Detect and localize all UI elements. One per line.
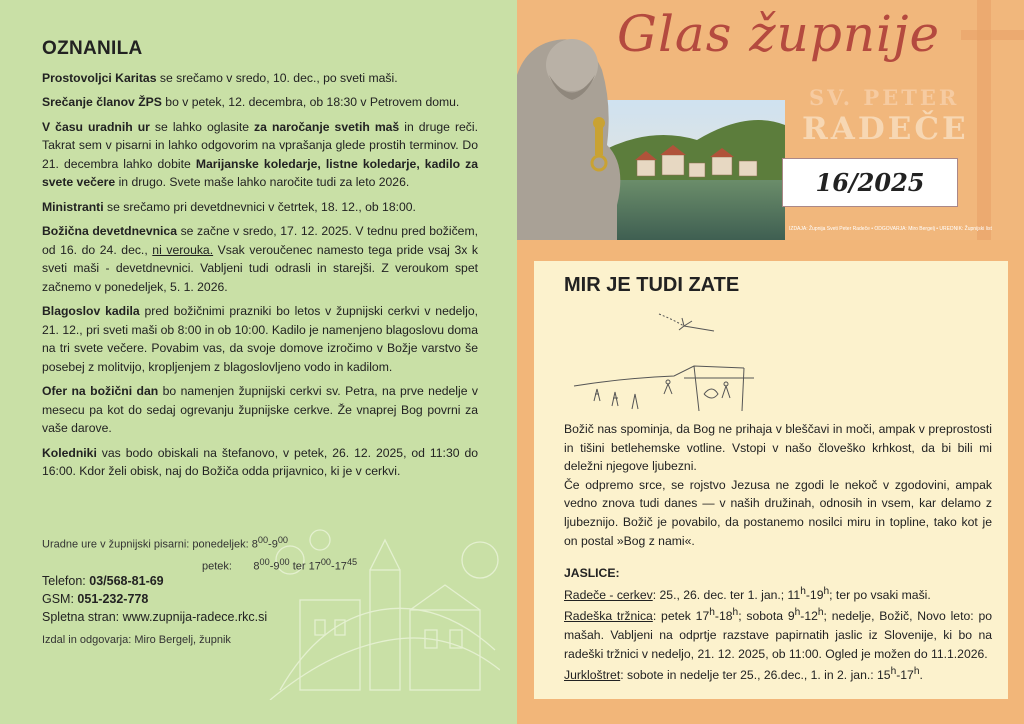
church-illustration xyxy=(260,500,500,700)
issuer-line: Izdal in odgovarja: Miro Bergelj, župnik xyxy=(42,634,231,646)
crib-market: Radeška tržnica: petek 17$^h$-18$^h$; sobota 9$^h$-12$^h$; nedelje, Božič, Novo leto: po mašah. Vabljeni na odprtje razstave papirnatih jaslic iz Slovenije, ki bo na radeški tržnici v nedeljo, 21. 12. 2025, ob 11:00. Ogled je možen do 11.1.2026. xyxy=(564,607,992,661)
masthead-title: Glas župnije xyxy=(617,5,941,63)
issue-number: 16/2025 xyxy=(815,168,925,197)
announcement-karitas: Prostovoljci Karitas se srečamo v sredo, 10. dec., po sveti maši. xyxy=(42,70,398,85)
phone-number[interactable]: 03/568-81-69 xyxy=(89,574,164,588)
article-paragraph-1: Božič nas spominja, da Bog ne prihaja v bleščavi in moči, ampak v preprostosti in tišini betlehemske votline. Vstopi v našo človeško krhkost, da bi bili mi deležni njegove ljubezni. xyxy=(564,422,992,474)
nativity-sketch xyxy=(564,306,754,421)
announcement-novena: Božična devetdnevnica se začne v sredo, 17. 12. 2025. V tednu pred božičem, od 16. do 24. dec., ni verouka. Vsak veroučenec namesto tega pride vsaj 3x k sveti maši - devetdnevnici. Vabljeni tudi odrasli in starejši. Z veroukom spet začnemo v ponedeljek, 5. 1. 2026. xyxy=(42,224,478,294)
article-title: MIR JE TUDI ZATE xyxy=(564,274,740,296)
announcement-zps: Srečanje članov ŽPS bo v petek, 12. decembra, ob 18:30 v Petrovem domu. xyxy=(42,95,460,109)
issue-number-box xyxy=(782,158,958,207)
masthead-credits: IZDAJA: Župnija Sveti Peter Radeče • ODGOVARJA: Miro Bergelj • UREDNIK: Župnijski list xyxy=(789,226,992,232)
crib-church: Radeče - cerkev: 25., 26. dec. ter 1. jan.; 11$^h$-19$^h$; ter po vsaki maši. xyxy=(564,585,931,602)
masthead xyxy=(517,0,1024,240)
contact-info xyxy=(42,572,267,626)
gsm-row: GSM: 051-232-778 xyxy=(42,592,149,606)
announcement-incense-blessing: Blagoslov kadila pred božičnimi prazniki bo letos v župnijski cerkvi v nedeljo, 21. 12., pri sveti maši ob 8:00 in ob 10:00. Kadilo je namenjeno blagoslovu doma na tri svete večere. Povabim vas, da svoje domove izročimo v Božje varstvo še posebej z molitvijo, kropljenjem z blagoslovljeno vodo in kadilom. xyxy=(42,304,478,374)
announcements-heading: OZNANILA xyxy=(42,38,143,59)
article-card xyxy=(534,261,1008,699)
phone-row: Telefon: 03/568-81-69 xyxy=(42,574,164,588)
crib-jurklostret: Jurkloštret: sobote in nedelje ter 25., 26.dec., 1. in 2. jan.: 15$^h$-17$^h$. xyxy=(564,666,923,683)
announcement-office-hours: V času uradnih ur se lahko oglasite za naročanje svetih maš in druge reči. Takrat sem v pisarni in lahko odgovorim na vprašanja glede prostih terminov. Do 21. decembra lahko dobite Marijanske koledarje, listne koledarje, kadilo za svete večere in drugo. Svete maše lahko naročite tudi za leto 2026. xyxy=(42,119,478,189)
parish-town: RADEČE xyxy=(802,111,969,147)
announcement-offering: Ofer na božični dan bo namenjen župnijski cerkvi sv. Petra, na prve nedelje v mesecu pa kot do sedaj ogrevanju župnijske cerkve. Že vnaprej Bog povrni za vaše darove. xyxy=(42,384,478,435)
announcement-altar-servers: Ministranti se srečamo pri devetdnevnici v četrtek, 18. 12., ob 18:00. xyxy=(42,199,416,214)
parish-name: SV. PETER xyxy=(809,85,960,110)
website-link[interactable]: www.zupnija-radece.rkc.si xyxy=(122,610,268,624)
cribs-heading: JASLICE: xyxy=(564,566,620,581)
announcement-carolers: Koledniki vas bodo obiskali na štefanovo, v petek, 26. 12. 2025, od 11:30 do 16:00. Kdor želi obisk, naj do Božiča odda prijavnico, ki je v cerkvi. xyxy=(42,445,478,478)
announcements-content xyxy=(42,40,478,487)
web-row: Spletna stran: www.zupnija-radece.rkc.si xyxy=(42,610,268,624)
gsm-number[interactable]: 051-232-778 xyxy=(77,592,149,606)
office-hours: Uradne ure v župnijski pisarni: ponedeljek: $8^{00}-9^{00}$ petek: $8^{00}-9^{00}$ ter $17^{00}-17^{45}$ xyxy=(42,535,358,573)
right-panel xyxy=(517,0,1024,724)
article-body xyxy=(564,420,992,685)
article-paragraph-2: Če odpremo srce, se rojstvo Jezusa ne zgodi le nekoč v zgodovini, ampak vedno znova tudi danes — v naših družinah, odnosih in vsem, kar delamo z ljubeznijo. Božič je povabilo, da postanemo nosilci miru in topline, tako kot je on postal »Bog z nami«. xyxy=(564,477,992,548)
